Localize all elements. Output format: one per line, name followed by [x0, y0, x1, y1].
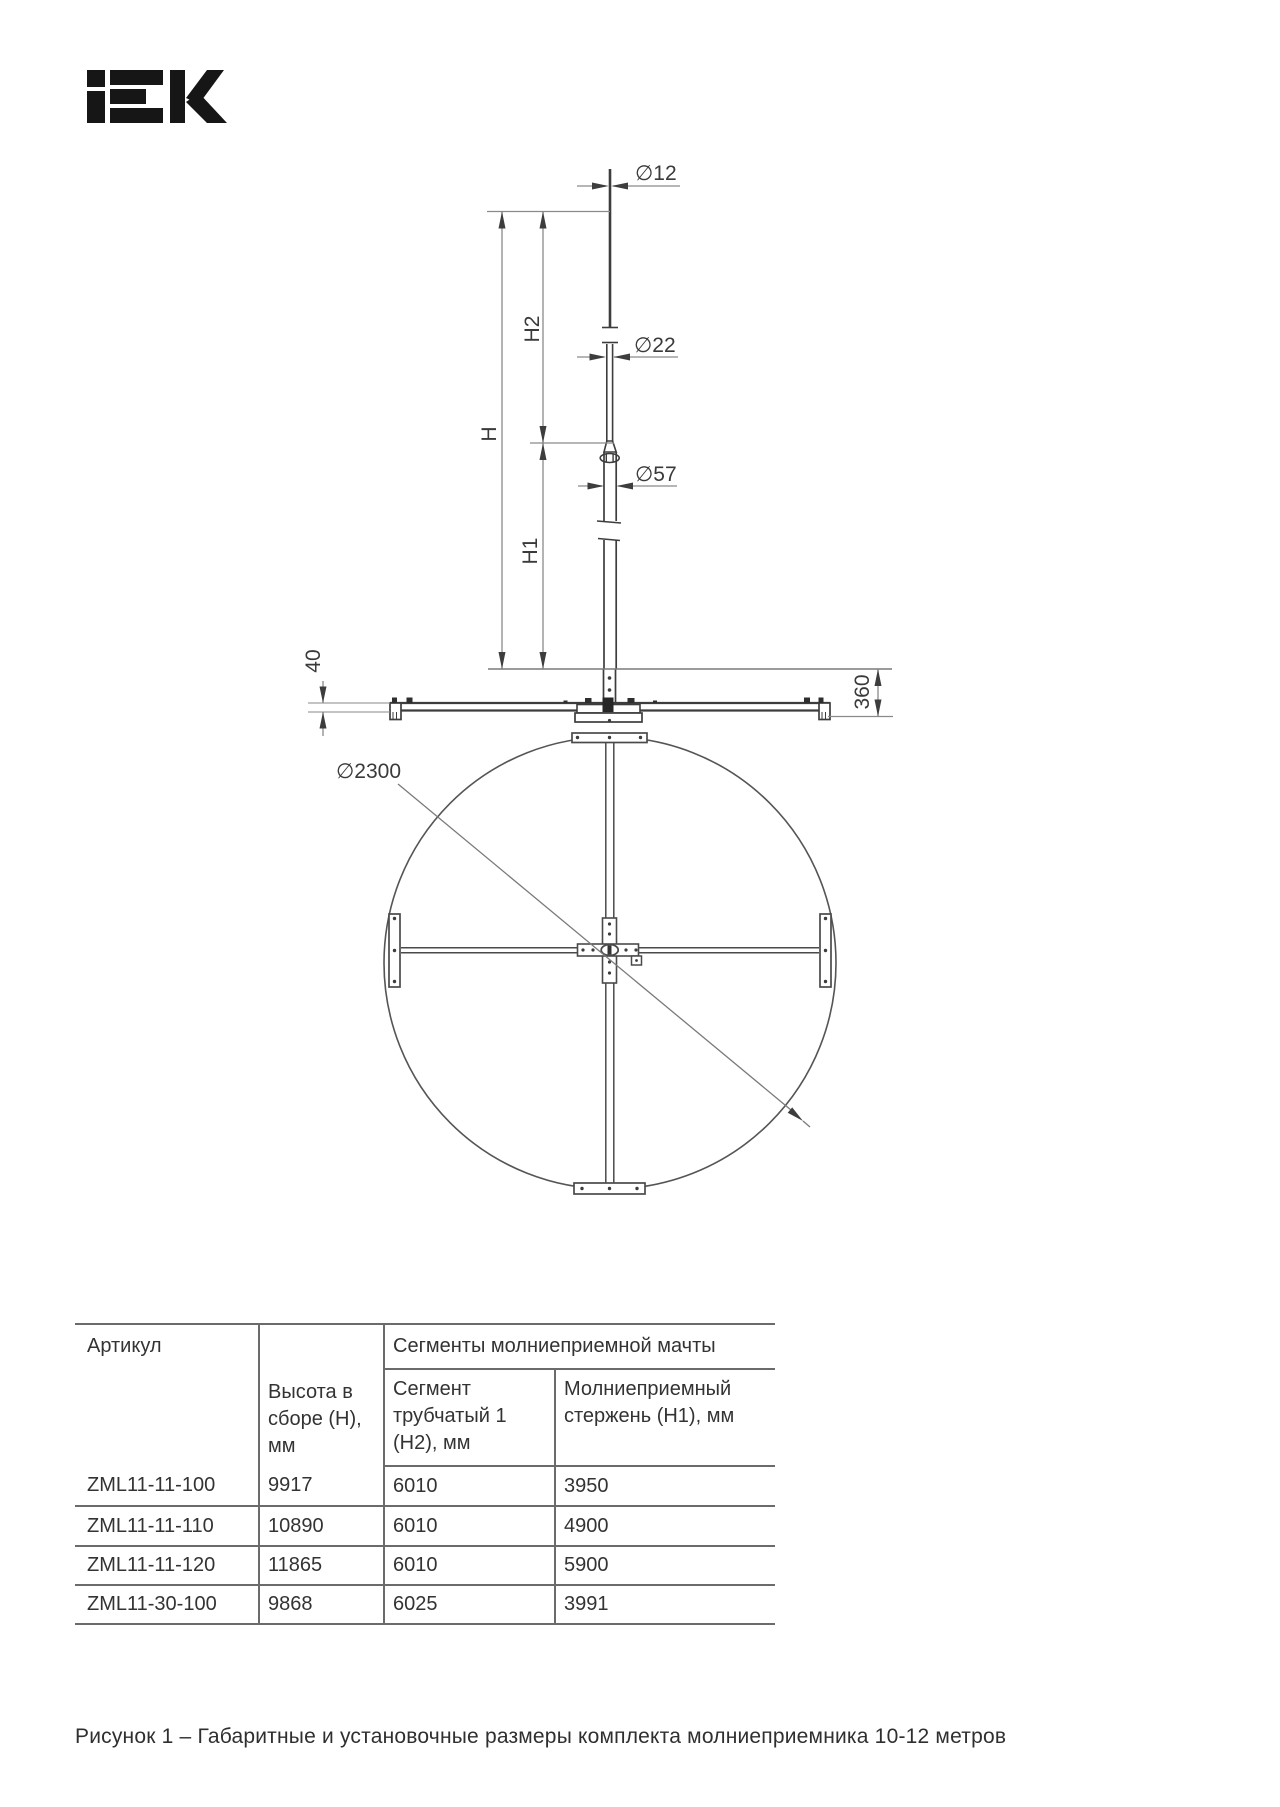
- iek-logo: [87, 70, 227, 123]
- table-header-segments-group: Сегменты молниеприемной мачты: [384, 1324, 775, 1369]
- logo-e-bar-bottom: [110, 108, 163, 123]
- hub-upper-plate: [603, 918, 617, 945]
- cell-h2: 6010: [384, 1466, 555, 1506]
- label-40: 40: [302, 649, 325, 673]
- label-d2300: ∅2300: [336, 760, 402, 783]
- label-360: 360: [851, 674, 874, 710]
- cell-h1: 4900: [555, 1506, 775, 1546]
- table-header-rod-h1: Молниеприемный стержень (H1), мм: [555, 1369, 775, 1466]
- dimension-labels: [302, 162, 874, 783]
- figure-caption: Рисунок 1 – Габаритные и установочные размеры комплекта молниеприемника 10-12 метров: [75, 1725, 1007, 1748]
- cell-h2: 6010: [384, 1506, 555, 1546]
- table-row: [75, 1585, 775, 1624]
- cell-h1: 3950: [555, 1466, 775, 1506]
- spec-table: [75, 1323, 775, 1625]
- plan-view-base: [384, 733, 836, 1194]
- beam-left-clamp: [390, 703, 401, 720]
- label-H2: H2: [521, 315, 544, 343]
- cell-h2: 6010: [384, 1546, 555, 1585]
- label-d12: ∅12: [635, 162, 677, 185]
- label-H: H: [478, 426, 501, 442]
- label-d57: ∅57: [635, 463, 677, 486]
- label-d22: ∅22: [634, 334, 676, 357]
- beam-center-bolt: [603, 698, 614, 713]
- table-header-segment-h2: Сегмент трубчатый 1 (H2), мм: [384, 1369, 555, 1466]
- logo-e-bar-top: [110, 70, 163, 85]
- dimension-arrows: [320, 183, 882, 1122]
- cell-h1: 3991: [555, 1585, 775, 1624]
- cell-article: ZML11-11-100: [75, 1466, 259, 1506]
- cell-h2: 6025: [384, 1585, 555, 1624]
- cell-height: 9917: [259, 1466, 384, 1506]
- logo-i-dot: [87, 70, 105, 87]
- cell-height: 10890: [259, 1506, 384, 1546]
- label-H1: H1: [519, 537, 542, 565]
- cell-article: ZML11-30-100: [75, 1585, 259, 1624]
- table-row: [75, 1546, 775, 1585]
- cell-h1: 5900: [555, 1546, 775, 1585]
- table-header-article: Артикул: [75, 1324, 259, 1466]
- logo-i-stem: [87, 91, 105, 123]
- table-header-height: Высота в сборе (H), мм: [259, 1324, 384, 1466]
- cell-article: ZML11-11-110: [75, 1506, 259, 1546]
- logo-k-stem: [170, 70, 185, 123]
- table-row: [75, 1506, 775, 1546]
- dim-leader-d2300: [398, 784, 791, 1110]
- logo-e-bar-mid: [110, 89, 146, 104]
- cell-article: ZML11-11-120: [75, 1546, 259, 1585]
- tube-break-tick-1: [597, 521, 621, 523]
- side-view-base: [390, 698, 830, 723]
- table-row: [75, 1466, 775, 1506]
- side-view-mast: [597, 169, 621, 703]
- cell-height: 11865: [259, 1546, 384, 1585]
- cell-height: 9868: [259, 1585, 384, 1624]
